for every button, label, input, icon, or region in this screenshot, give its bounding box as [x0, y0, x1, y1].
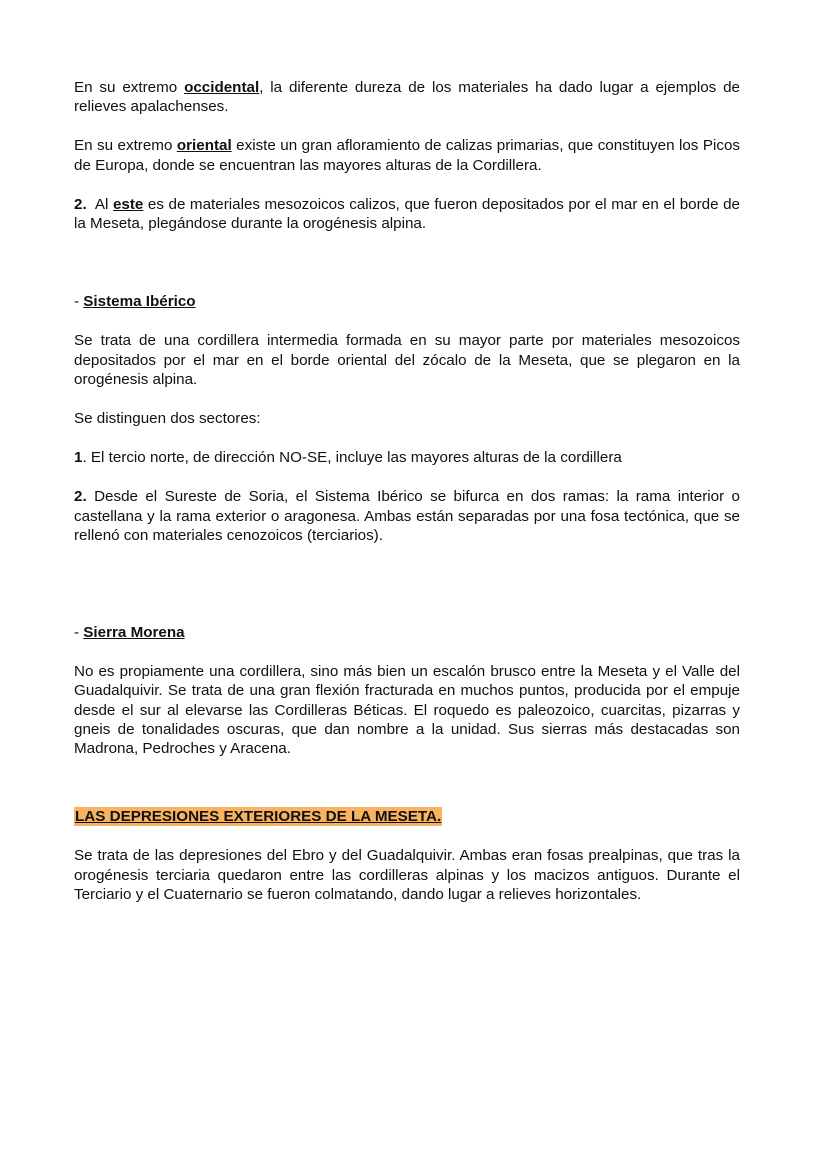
text: Desde el Sureste de Soria, el Sistema Ibérico se bifurca en dos ramas: la rama interior o castellana y la rama exterior o aragonesa. Ambas están separadas por una fosa tectónica, que se rellenó con materiales cenozoicos (terciarios). [74, 488, 740, 544]
paragraph-sierra-morena: No es propiamente una cordillera, sino más bien un escalón brusco entre la Meseta y el Valle del Guadalquivir. Se trata de una gran flexión fracturada en muchos puntos, producida por el empuje desde el sur al elevarse las Cordilleras Béticas. El roquedo es paleozoico, cuarcitas, pizarras y gneis de tonalidades oscuras, que dan nombre a la unidad. Sus sierras más destacadas son Madrona, Pedroches y Aracena. [74, 663, 740, 758]
list-item-1 [74, 448, 740, 467]
emphasis-oriental: oriental [176, 137, 232, 155]
text: existe un gran afloramiento de calizas primarias, que constituyen los Picos de Europa, donde se encuentran las mayores alturas de la Cordillera. [74, 137, 740, 174]
section-title: Sierra Morena [83, 624, 185, 642]
paragraph-sectores: Se distinguen dos sectores: [74, 410, 261, 428]
document-page [74, 78, 740, 904]
text: En su extremo [74, 79, 185, 96]
dash: - [74, 624, 84, 642]
paragraph-oriental [74, 136, 740, 174]
dash: - [74, 293, 84, 311]
emphasis-occidental: occidental [184, 79, 260, 96]
text: En su extremo [74, 137, 177, 155]
heading-sierra-morena [74, 623, 740, 642]
list-number: 2. [74, 195, 87, 213]
list-item-2 [74, 487, 740, 545]
text: es de materiales mesozoicos calizos, que fueron depositados por el mar en el borde de la Meseta, plegándose durante la orogénesis alpina. [74, 195, 740, 233]
heading-sistema-iberico [74, 292, 740, 311]
paragraph-este [74, 195, 740, 233]
paragraph-depresiones: Se trata de las depresiones del Ebro y del Guadalquivir. Ambas eran fosas prealpinas, que tras la orogénesis terciaria quedaron entre las cordilleras alpinas y los macizos antiguos. Durante el Terciario y el Cuaternario se fueron colmatando, dando lugar a relieves horizontales. [74, 847, 740, 903]
paragraph-occidental [74, 78, 740, 116]
section-title: Sistema Ibérico [83, 293, 196, 311]
list-number: 2. [74, 488, 87, 506]
highlighted-section-title: LAS DEPRESIONES EXTERIORES DE LA MESETA. [75, 808, 442, 826]
heading-depresiones [74, 807, 740, 826]
text: , la diferente dureza de los materiales ha dado lugar a ejemplos de relieves apalachenses. [74, 79, 741, 116]
text: Al [86, 195, 113, 213]
text: . El tercio norte, de dirección NO-SE, incluye las mayores alturas de la cordillera [82, 449, 622, 467]
list-number: 1 [74, 449, 83, 467]
emphasis-este: este [112, 195, 144, 213]
paragraph-iberico-intro: Se trata de una cordillera intermedia formada en su mayor parte por materiales mesozoicos depositados por el mar en el borde oriental del zócalo de la Meseta, que se plegaron en la orogénesis alpina. [74, 332, 740, 388]
